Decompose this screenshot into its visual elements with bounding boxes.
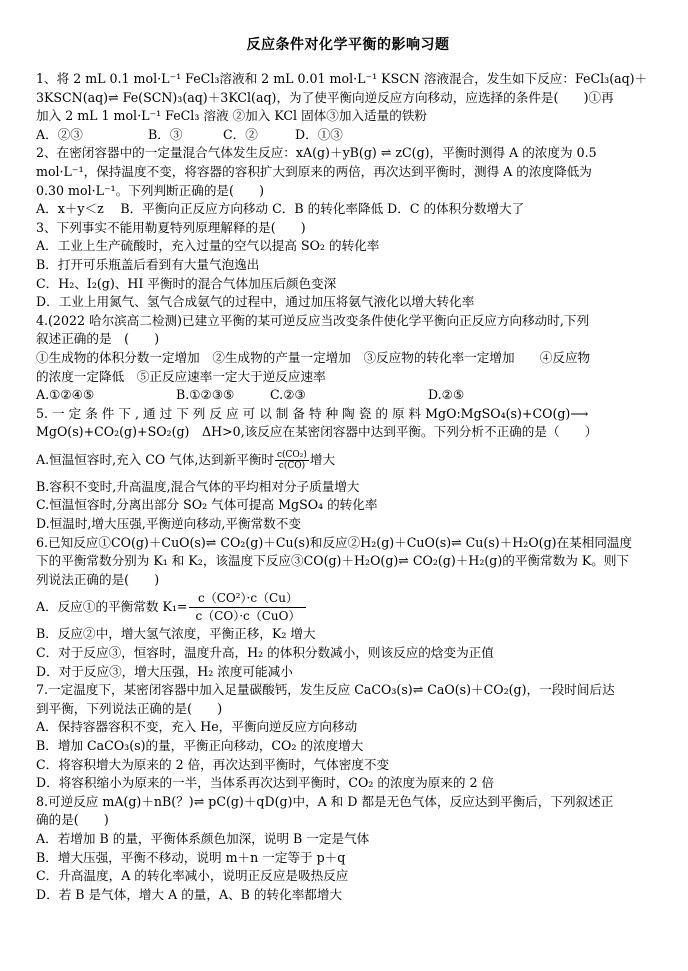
option-a: A．保持容器容积不变，充入 He，平衡向逆反应方向移动 [36,719,358,735]
option-c: C．② [223,126,258,142]
question-1-line-1: 1、将 2 mL 0.1 mol·L⁻¹ FeCl₃溶液和 2 mL 0.01 mol·L⁻¹ KSCN 溶液混合，发生如下反应：FeCl₃(aq)＋ [36,71,648,86]
question-5 [36,405,660,534]
option-a: A．工业上生产硫酸时，充入过量的空气以提高 SO₂ 的转化率 [36,238,380,254]
option-b: B．增大压强，平衡不移动，说明 m＋n 一定等于 p＋q [36,849,346,865]
option-a: A．反应①的平衡常数 K₁= $\frac{\text{c（CO²）·c（Cu）}}{\text{c（CO）·c（CuO）}}$ [36,589,660,625]
concentration-ratio: $\frac{\text{c(CO₂)}}{c(CO)}$ [276,449,307,471]
question-6 [36,534,660,682]
question-1-options [36,126,660,145]
document-page [36,34,660,904]
question-8-line-2: 确的是( ) [36,812,109,828]
option-b: B．反应②中，增大氢气浓度，平衡正移，K₂ 增大 [36,626,316,642]
question-2-line-2: mol·L⁻¹，保持温度不变，将容器的容积扩大到原来的两倍，再次达到平衡时，测得 A 的浓度降低为 [36,163,592,179]
option-d: D．将容积缩小为原来的一半，当体系再次达到平衡时，CO₂ 的浓度为原来的 2 倍 [36,775,495,791]
question-4-line-1: 4.(2022 哈尔滨高二检测)已建立平衡的某可逆反应当改变条件使化学平衡向正反应方向移动时,下列 [36,312,590,328]
question-2-line-3: 0.30 mol·L⁻¹。下列判断正确的是( ) [36,182,265,198]
option-c: C．升高温度，A 的转化率减小，说明正反应是吸热反应 [36,868,349,884]
option-b: B.容积不变时,升高温度,混合气体的平均相对分子质量增大 [36,478,360,494]
question-6-line-3: 列说法正确的是( ) [36,571,160,587]
question-4-line-4: 的浓度一定降低 ⑤正反应速率一定大于逆反应速率 [36,368,326,384]
option-b: B．打开可乐瓶盖后看到有大量气泡逸出 [36,256,260,272]
option-d: D.②⑤ [428,387,465,403]
option-b: B．增加 CaCO₃(s)的量，平衡正向移动，CO₂ 的浓度增大 [36,738,364,753]
option-d: D．若 B 是气体，增大 A 的量，A、B 的转化率都增大 [36,886,343,902]
question-7-line-2: 到平衡，下列说法正确的是( ) [36,700,223,716]
option-a: A．若增加 B 的量，平衡体系颜色加深，说明 B 一定是气体 [36,830,370,846]
option-a: A.恒温恒容时,充入 CO 气体,达到新平衡时 $\frac{\text{c(CO₂)}}{c(CO)}$ 增大 [36,449,336,471]
question-2-options: A．x＋y＜z B．平衡向正反应方向移动 C．B 的转化率降低 D．C 的体积分数增大了 [36,201,525,217]
option-d: D．工业上用氮气、氢气合成氨气的过程中，通过加压将氨气液化以增大转化率 [36,294,475,310]
question-2 [36,144,660,218]
option-a: A．②③ [36,126,83,142]
question-7 [36,681,660,793]
option-c: C.②③ [270,387,306,403]
question-4-options [36,386,660,405]
question-3-stem: 3、下列事实不能用勒夏特列原理解释的是( ) [36,219,306,235]
question-4-line-3: ①生成物的体积分数一定增加 ②生成物的产量一定增加 ③反应物的转化率一定增加 ④反应物 [36,349,591,365]
question-7-line-1: 7.一定温度下，某密闭容器中加入足量碳酸钙，发生反应 CaCO₃(s)⇌ CaO(s)＋CO₂(g)，一段时间后达 [36,682,615,698]
option-a: A.①②④⑤ [36,387,95,403]
option-c: C.恒温恒容时,分离出部分 SO₂ 气体可提高 MgSO₄ 的转化率 [36,497,378,513]
question-5-line-2: MgO(s)+CO₂(g)+SO₂(g) ΔH>0,该反应在某密闭容器中达到平衡。下列分析不正确的是（ ） [36,424,598,440]
page-title: 反应条件对化学平衡的影响习题 [246,37,450,53]
option-d: D.恒温时,增大压强,平衡逆向移动,平衡常数不变 [36,516,301,532]
option-d: D．①③ [295,126,343,142]
equilibrium-constant-fraction: $\frac{\text{c（CO²）·c（Cu）}}{\text{c（CO）·c（CuO）}}$ [189,590,306,625]
option-b: B.①②③⑤ [176,387,235,403]
question-4-line-2: 叙述正确的是 ( ) [36,331,160,347]
question-6-line-1: 6.已知反应①CO(g)＋CuO(s)⇌ CO₂(g)＋Cu(s)和反应②H₂(g)＋CuO(s)⇌ Cu(s)＋H₂O(g)在某相同温度 [36,534,633,550]
question-1-line-3: 加入 2 mL 1 mol·L⁻¹ FeCl₃ 溶液 ②加入 KCl 固体③加入适量的铁粉 [36,108,428,124]
question-2-line-1: 2、在密闭容器中的一定量混合气体发生反应：xA(g)＋yB(g) ⇌ zC(g)，平衡时测得 A 的浓度为 0.5 [36,145,597,161]
question-3 [36,219,660,312]
question-8-line-1: 8.可逆反应 mA(g)＋nB(？)⇌ pC(g)＋qD(g)中，A 和 D 都是无色气体，反应达到平衡后，下列叙述正 [36,793,614,809]
question-8 [36,793,660,905]
question-6-line-2: 下的平衡常数分别为 K₁ 和 K₂，该温度下反应③CO(g)＋H₂O(g)⇌ CO₂(g)＋H₂(g)的平衡常数为 K。则下 [36,553,630,569]
question-1-line-2: 3KSCN(aq)⇌ Fe(SCN)₃(aq)＋3KCl(aq)，为了使平衡向逆反应方向移动，应选择的条件是( )①再 [36,89,614,105]
question-5-line-1: 5. 一 定 条 件 下 , 通 过 下 列 反 应 可 以 制 备 特 种 陶 瓷 的 原 料 MgO:MgSO₄(s)+CO(g)⟶ [36,405,589,421]
option-c: C．对于反应③，恒容时，温度升高，H₂ 的体积分数减小，则该反应的焓变为正值 [36,645,494,661]
option-c: C．H₂、I₂(g)、HI 平衡时的混合气体加压后颜色变深 [36,275,337,291]
option-b: B．③ [148,126,183,142]
question-1 [36,70,660,144]
option-d: D．对于反应③，增大压强，H₂ 浓度可能减小 [36,663,293,679]
question-4 [36,312,660,405]
option-c: C．将容积增大为原来的 2 倍，再次达到平衡时，气体密度不变 [36,756,390,772]
